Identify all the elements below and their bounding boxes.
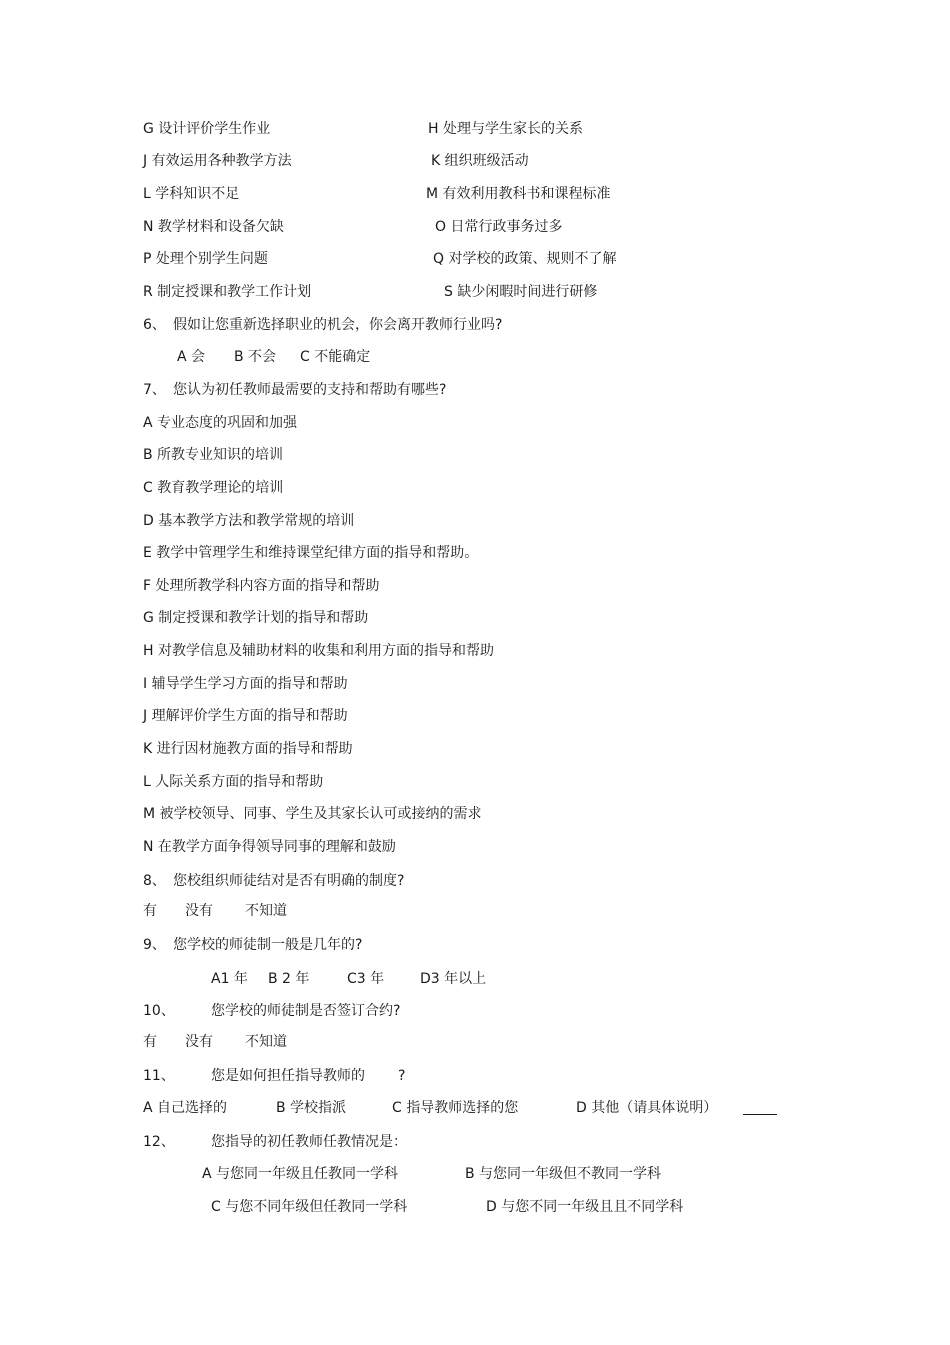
q11-option-d: D 其他（请具体说明）	[576, 1100, 718, 1116]
q12-option-b: B 与您同一年级但不教同一学科	[465, 1166, 662, 1182]
q5-option-m: M 有效利用教科书和课程标准	[426, 186, 611, 202]
q12-option-c: C 与您不同年级但任教同一学科	[211, 1199, 408, 1215]
q7-option-a: A 专业态度的巩固和加强	[143, 415, 298, 431]
q7-question: 您认为初任教师最需要的支持和帮助有哪些?	[173, 382, 447, 398]
q12-number: 12、	[143, 1134, 175, 1150]
q7-option-m: M 被学校领导、同事、学生及其家长认可或接纳的需求	[143, 806, 482, 822]
q8-option-unknown: 不知道	[245, 903, 287, 919]
q11-option-c: C 指导教师选择的您	[392, 1100, 519, 1116]
q12-question: 您指导的初任教师任教情况是：	[211, 1134, 407, 1150]
q11-question: 您是如何担任指导教师的	[211, 1068, 365, 1084]
q9-option-b: B 2 年	[268, 971, 310, 987]
q7-option-d: D 基本教学方法和教学常规的培训	[143, 513, 355, 529]
q8-question: 您校组织师徒结对是否有明确的制度?	[173, 873, 405, 889]
q8-number: 8、	[143, 873, 166, 889]
q11-option-a: A 自己选择的	[143, 1100, 228, 1116]
q11-number: 11、	[143, 1068, 175, 1084]
q7-option-i: I 辅导学生学习方面的指导和帮助	[143, 676, 348, 692]
q5-option-r: R 制定授课和教学工作计划	[143, 284, 312, 300]
q5-option-o: O 日常行政事务过多	[435, 219, 563, 235]
q5-option-j: J 有效运用各种教学方法	[143, 153, 292, 169]
q12-option-d: D 与您不同一年级且且不同学科	[486, 1199, 684, 1215]
q5-option-l: L 学科知识不足	[143, 186, 240, 202]
q9-number: 9、	[143, 937, 166, 953]
q5-option-p: P 处理个别学生问题	[143, 251, 268, 267]
q5-option-s: S 缺少闲暇时间进行研修	[444, 284, 598, 300]
q9-option-a: A1 年	[211, 971, 248, 987]
q9-question: 您学校的师徒制一般是几年的?	[173, 937, 363, 953]
q5-option-q: Q 对学校的政策、规则不了解	[433, 251, 617, 267]
q7-option-k: K 进行因材施教方面的指导和帮助	[143, 741, 353, 757]
q7-option-b: B 所教专业知识的培训	[143, 447, 284, 463]
q7-option-f: F 处理所教学科内容方面的指导和帮助	[143, 578, 380, 594]
q6-option-c: C 不能确定	[300, 349, 371, 365]
q7-option-g: G 制定授课和教学计划的指导和帮助	[143, 610, 369, 626]
q9-option-d: D3 年以上	[420, 971, 487, 987]
q7-option-l: L 人际关系方面的指导和帮助	[143, 774, 324, 790]
q11-answer-blank	[743, 1114, 777, 1115]
q5-option-h: H 处理与学生家长的关系	[428, 121, 583, 137]
q10-option-no: 没有	[185, 1034, 213, 1050]
q7-number: 7、	[143, 382, 166, 398]
q6-question: 假如让您重新选择职业的机会，你会离开教师行业吗?	[173, 317, 503, 333]
q6-number: 6、	[143, 317, 166, 333]
q10-question: 您学校的师徒制是否签订合约?	[211, 1003, 401, 1019]
q10-option-yes: 有	[143, 1034, 157, 1050]
q7-option-h: H 对教学信息及辅助材料的收集和利用方面的指导和帮助	[143, 643, 494, 659]
q11-question-mark: ?	[398, 1068, 406, 1084]
q8-option-no: 没有	[185, 903, 213, 919]
q5-option-n: N 教学材料和设备欠缺	[143, 219, 284, 235]
q9-option-c: C3 年	[347, 971, 385, 987]
q6-option-b: B 不会	[234, 349, 277, 365]
q11-option-b: B 学校指派	[276, 1100, 347, 1116]
q6-option-a: A 会	[177, 349, 206, 365]
q5-option-k: K 组织班级活动	[431, 153, 529, 169]
q7-option-c: C 教育教学理论的培训	[143, 480, 284, 496]
q5-option-g: G 设计评价学生作业	[143, 121, 271, 137]
q10-option-unknown: 不知道	[245, 1034, 287, 1050]
q12-option-a: A 与您同一年级且任教同一学科	[202, 1166, 399, 1182]
q7-option-j: J 理解评价学生方面的指导和帮助	[143, 708, 348, 724]
q7-option-n: N 在教学方面争得领导同事的理解和鼓励	[143, 839, 396, 855]
q10-number: 10、	[143, 1003, 175, 1019]
q7-option-e: E 教学中管理学生和维持课堂纪律方面的指导和帮助。	[143, 545, 479, 561]
q8-option-yes: 有	[143, 903, 157, 919]
